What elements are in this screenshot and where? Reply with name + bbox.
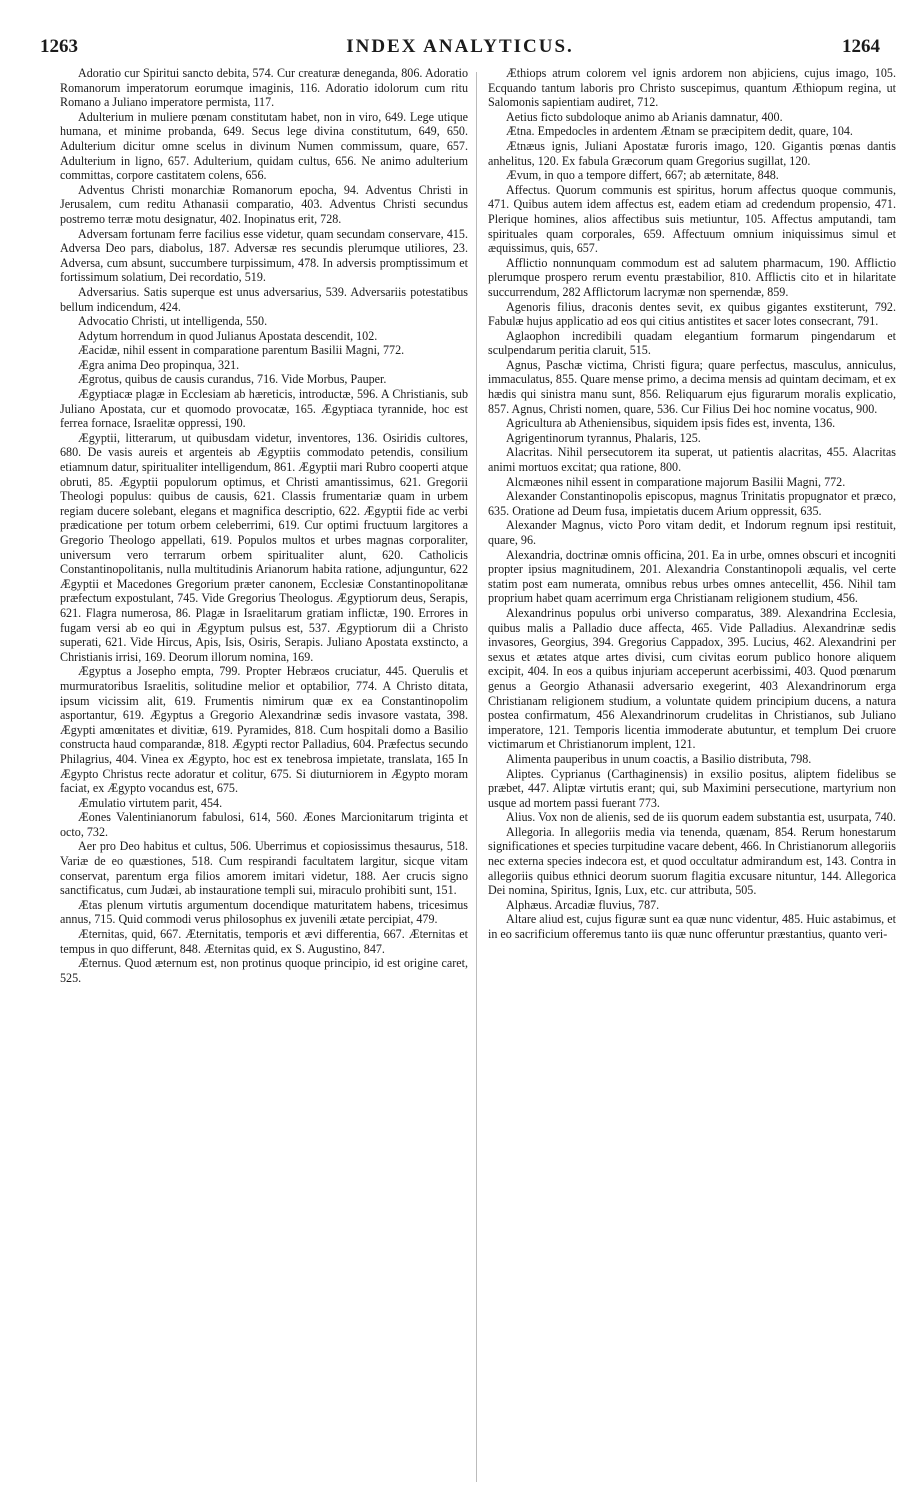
column-divider bbox=[476, 72, 477, 1482]
index-entry: Ægra anima Deo propinqua, 321. bbox=[78, 357, 240, 372]
index-entry: Aetius ficto subdoloque animo ab Arianis damnatur, 400. bbox=[506, 109, 783, 124]
running-header bbox=[40, 36, 880, 58]
index-entry: Aliptes. Cyprianus (Carthaginensis) in exsilio positus, aliptem fidelibus se præbet, 447. Aliptæ virtutis erant; qui, sub Maximini persecutione, martyrium non usque ad mortem passi fuerant 773. bbox=[488, 766, 896, 810]
index-entry: Alphæus. Arcadiæ fluvius, 787. bbox=[506, 897, 660, 912]
index-entry: Adoratio cur Spiritui sancto debita, 574. Cur creaturæ deneganda, 806. Adoratio Romanorum imperatorum eorumque imaginis, 116. Adoratio idolorum cum ritu Romano a Juliano imperatore permista, 117. bbox=[60, 66, 468, 110]
page-number-right: 1264 bbox=[842, 36, 880, 57]
right-column bbox=[488, 66, 896, 1491]
left-column bbox=[60, 66, 468, 1491]
index-entry: Ætas plenum virtutis argumentum docendique maturitatem habens, tricesimus annus, 715. Quid commodi verus philosophus ex juvenili ætate percipiat, 479. bbox=[60, 897, 468, 927]
index-entry: Adversarius. Satis superque est unus adversarius, 539. Adversariis potestatibus bellum indicendum, 424. bbox=[60, 284, 468, 314]
index-entry: Ægyptus a Josepho empta, 799. Propter Hebræos cruciatur, 445. Querulis et murmuratoribus Israelitis, solitudine melior et optabilior, 774. A Christo ditata, ipsum vicissim alit, 619. Frumentis nimirum quæ ex ea Constantinopolim asportantur, 619. Ægyptus a Gregorio Alexandrinæ sedis invasore vastata, 398. Ægypti amœnitates et divitiæ, 619. Pyramides, 818. Cum hospitali domo a Basilio constructa haud comparandæ, 818. Ægypti rector Palladius, 604. Præfectus secundo Philagrius, 404. Vinea ex Ægypto, hoc est ex tenebrosa impietate, translata, 165 In Ægypto Christus recte adoratur et colitur, 675. Si diuturniorem in Ægypto moram faciat, ex Ægypto vocandus est, 675. bbox=[60, 664, 468, 796]
index-entry: Æthiops atrum colorem vel ignis ardorem non abjiciens, cujus imago, 105. Ecquando tantum laboris pro Christo suscepimus, quantum Æthiopum regina, ut Salomonis sapientiam audiret, 712. bbox=[488, 66, 896, 110]
index-entry: Adulterium in muliere pœnam constitutam habet, non in viro, 649. Lege utique humana, et minime probanda, 649. Secus lege divina constitutum, 649, 650. Adulterium dicitur omne scelus in divinum Numen commissum, quare, 657. Adulterium in ligno, 657. Adulterium, quidam cultus, 656. Ne animo adulterium committas, corpore castitatem colens, 656. bbox=[60, 109, 468, 183]
index-entry: Ætnæus ignis, Juliani Apostatæ furoris imago, 120. Gigantis pœnas dantis anhelitus, 120. Ex fabula Græcorum quam Gregorius sugillat, 120. bbox=[488, 138, 896, 168]
index-entry: Adytum horrendum in quod Julianus Apostata descendit, 102. bbox=[78, 328, 378, 343]
index-entry: Agnus, Paschæ victima, Christi figura; quare perfectus, masculus, anniculus, immaculatus, 855. Quare mense primo, a decima mensis ad quintam decimam, et ex hædis qui sinistra manu sunt, 856. Reliquarum ejus figurarum moralis explicatio, 857. Agnus, Christi nomen, quare, 536. Cur Filius Dei hoc nomine vocatus, 900. bbox=[488, 357, 896, 416]
index-entry: Affectus. Quorum communis est spiritus, horum affectus quoque communis, 471. Quibus autem idem affectus est, eadem etiam ad credendum propensio, 471. Plerique homines, alios affectibus suis metiuntur, 105. Affectus amputandi, tam spirituales quam corporales, 659. Affectuum omnium iniquissimus simul et æquissimus, quis, 657. bbox=[488, 182, 896, 256]
index-entry: Allegoria. In allegoriis media via tenenda, quænam, 854. Rerum honestarum significationes et species turpitudine vacare debent, 466. In Christianorum allegoriis nec externa species indecora est, et quod occultatur admirandum est, 143. Contra in allegoriis quibus ethnici deorum suorum flagitia excusare nituntur, 144. Allegorica Dei nomina, Spiritus, Ignis, Lux, etc. cur attributa, 505. bbox=[488, 824, 896, 898]
index-entry: Alcmæones nihil essent in comparatione majorum Basilii Magni, 772. bbox=[506, 474, 846, 489]
index-entry: Aglaophon incredibili quadam elegantium formarum pingendarum et sculpendarum peritia claruit, 515. bbox=[488, 328, 896, 358]
index-entry: Alius. Vox non de alienis, sed de iis quorum eadem substantia est, usurpata, 740. bbox=[506, 810, 896, 825]
index-entry: Ætna. Empedocles in ardentem Ætnam se præcipitem dedit, quare, 104. bbox=[506, 124, 853, 139]
index-entry: Aer pro Deo habitus et cultus, 506. Uberrimus et copiosissimus thesaurus, 518. Variæ de eo quæstiones, 518. Cum respirandi facultatem largitur, sicque vitam conservat, parentum erga filios amorem imitari videtur, 188. Aer crucis signo sanctificatus, cum Judæi, ab instauratione templi sui, miraculo prohibiti sunt, 151. bbox=[60, 839, 468, 898]
running-title: INDEX ANALYTICUS. bbox=[346, 36, 574, 57]
index-entry: Alexander Magnus, victo Poro vitam dedit, et Indorum regnum ipsi restituit, quare, 96. bbox=[488, 518, 896, 547]
index-entry: Advocatio Christi, ut intelligenda, 550. bbox=[78, 314, 268, 329]
index-entry: Ægyptii, litterarum, ut quibusdam videtur, inventores, 136. Osiridis cultores, 680. De vasis aureis et argenteis ab Ægyptiis commodato petendis, consilium etiamnum datur, spiritualiter intelligendum, 861. Ægyptii mari Rubro cooperti atque obruti, 85. Ægyptii populorum optimus, et Christi amantissimus, 621. Gregorii Theologi populus: quibus de causis, 621. Classis frumentariæ quam in urbem regiam ducere solebant, elegans et magnifica descriptio, 622. Ægyptii fide ac verbi prædicatione per totum orbem celeberrimi, 619. Cur optimi fructuum largitores a Gregorio Theologo appellati, 619. Populos multos et urbes magnas corporaliter, universum vero terrarum orbem spiritualiter alunt, 620. Catholicis Constantinopolitanis, nulla multitudinis Arianorum habita ratione, adjunguntur, 622 Ægyptii et Macedones Gregorium præter canonem, Ecclesiæ Constantinopolitanæ præfectum expostulant, 745. Vide Gregorius Theologus. Ægyptiorum deus, Serapis, 621. Flagra numerosa, 86. Plagæ in Israelitarum gratiam inflictæ, 190. Errores in fugam versi ab eo qui in Ægyptum pulsus est, 537. Ægyptiorum dii a Christo superati, 621. Vide Hircus, Apis, Isis, Osiris, Serapis. Juliano Apostata exstincto, a Christianis irrisi, 169. Deorum illorum nomina, 169. bbox=[60, 430, 468, 664]
index-entry: Agrigentinorum tyrannus, Phalaris, 125. bbox=[506, 430, 701, 445]
index-entry: Alexandrinus populus orbi universo comparatus, 389. Alexandrina Ecclesia, quibus malis a Palladio duce affecta, 465. Vide Palladius. Alexandrinæ sedis invasores, Georgius, 394. Gregorius Cappadox, 395. Lucius, 462. Alexandrini per sexus et ætates atque artes divisi, cum civitas eorum publico honore aliquem excipit, 404. In eos a quibus injuriam acceperunt acerbissimi, 403. Quod pœnarum genus a Georgio Athanasii adversario exegerint, 403 Alexandrinorum erga Christianam religionem studium, a voluntate quidem principium ducens, a natura postea confirmatum, 456 Alexandrinorum crudelitas in Christianos, sub Juliano imperatore, 121. Temporis licentia immoderate abutuntur, et templum Dei cruore victimarum et Christianorum implent, 121. bbox=[488, 605, 896, 752]
index-entry: Ægrotus, quibus de causis curandus, 716. Vide Morbus, Pauper. bbox=[78, 372, 387, 387]
index-entry: Alexander Constantinopolis episcopus, magnus Trinitatis propugnator et præco, 635. Oratione ad Deum fusa, impietatis ducem Arium oppressit, 635. bbox=[488, 489, 896, 518]
index-entry: Alexandria, doctrinæ omnis officina, 201. Ea in urbe, omnes obscuri et incogniti propter ipsius magnitudinem, 201. Alexandria Constantinopoli æqualis, vel certe statim post eam numerata, omnibus rebus urbes omnes antecellit, 456. Nihil tam proprium habet quam acerrimum erga Christianam religionem studium, 456. bbox=[488, 547, 896, 606]
index-entry: Æmulatio virtutem parit, 454. bbox=[78, 795, 223, 810]
index-entry: Ægyptiacæ plagæ in Ecclesiam ab hæreticis, introductæ, 596. A Christianis, sub Juliano Apostata, cur et quomodo provocatæ, 165. Ægyptiaca tyrannide, hoc est ferrea fornace, Israelitæ oppressi, 190. bbox=[60, 387, 468, 431]
index-entry: Æones Valentinianorum fabulosi, 614, 560. Æones Marcionitarum triginta et octo, 732. bbox=[60, 810, 468, 839]
index-entry: Agricultura ab Atheniensibus, siquidem ipsis fides est, inventa, 136. bbox=[506, 416, 836, 431]
index-entry: Agenoris filius, draconis dentes sevit, ex quibus gigantes exstiterunt, 792. Fabulæ hujus applicatio ad eos qui citius antistites et sacer lotes consecrant, 791. bbox=[488, 299, 896, 329]
index-entry: Ævum, in quo a tempore differt, 667; ab æternitate, 848. bbox=[506, 168, 779, 183]
index-entry: Æternus. Quod æternum est, non protinus quoque principio, id est origine caret, 525. bbox=[60, 956, 468, 985]
index-entry: Altare aliud est, cujus figuræ sunt ea quæ nunc videntur, 485. Huic astabimus, et in eo sacrificium offeremus tanto iis quæ nunc offeruntur præstantius, quanto veri- bbox=[488, 912, 896, 942]
index-entry: Alimenta pauperibus in unum coactis, a Basilio distributa, 798. bbox=[506, 751, 812, 766]
index-entry: Adventus Christi monarchiæ Romanorum epocha, 94. Adventus Christi in Jerusalem, cum reditu Athanasii comparatio, 403. Adventus Christi secundus postremo terræ motu designatur, 402. Inopinatus erit, 728. bbox=[60, 182, 468, 226]
index-entry: Adversam fortunam ferre facilius esse videtur, quam secundam conservare, 415. Adversa Deo pars, diabolus, 187. Adversæ res secundis plerumque utiliores, 23. Adversa, cum absunt, succumbere turpissimum, 478. In adversis promptissimum et fortissimum solatium, Dei recordatio, 519. bbox=[60, 226, 468, 285]
index-entry: Æacidæ, nihil essent in comparatione parentum Basilii Magni, 772. bbox=[78, 343, 405, 358]
page-number-left: 1263 bbox=[40, 36, 78, 57]
index-entry: Alacritas. Nihil persecutorem ita superat, ut patientis alacritas, 455. Alacritas animi mortuos excitat; qua ratione, 800. bbox=[488, 445, 896, 475]
index-entry: Æternitas, quid, 667. Æternitatis, temporis et ævi differentia, 667. Æternitas et tempus in quo differunt, 848. Æternitas quid, ex S. Augustino, 847. bbox=[60, 927, 468, 956]
index-entry: Afflictio nonnunquam commodum est ad salutem pharmacum, 190. Afflictio plerumque prospero rerum eventu præstabilior, 810. Afflictis cito et in hilaritate succurrendum, 282 Afflictorum lacrymæ non spernendæ, 859. bbox=[488, 255, 896, 299]
